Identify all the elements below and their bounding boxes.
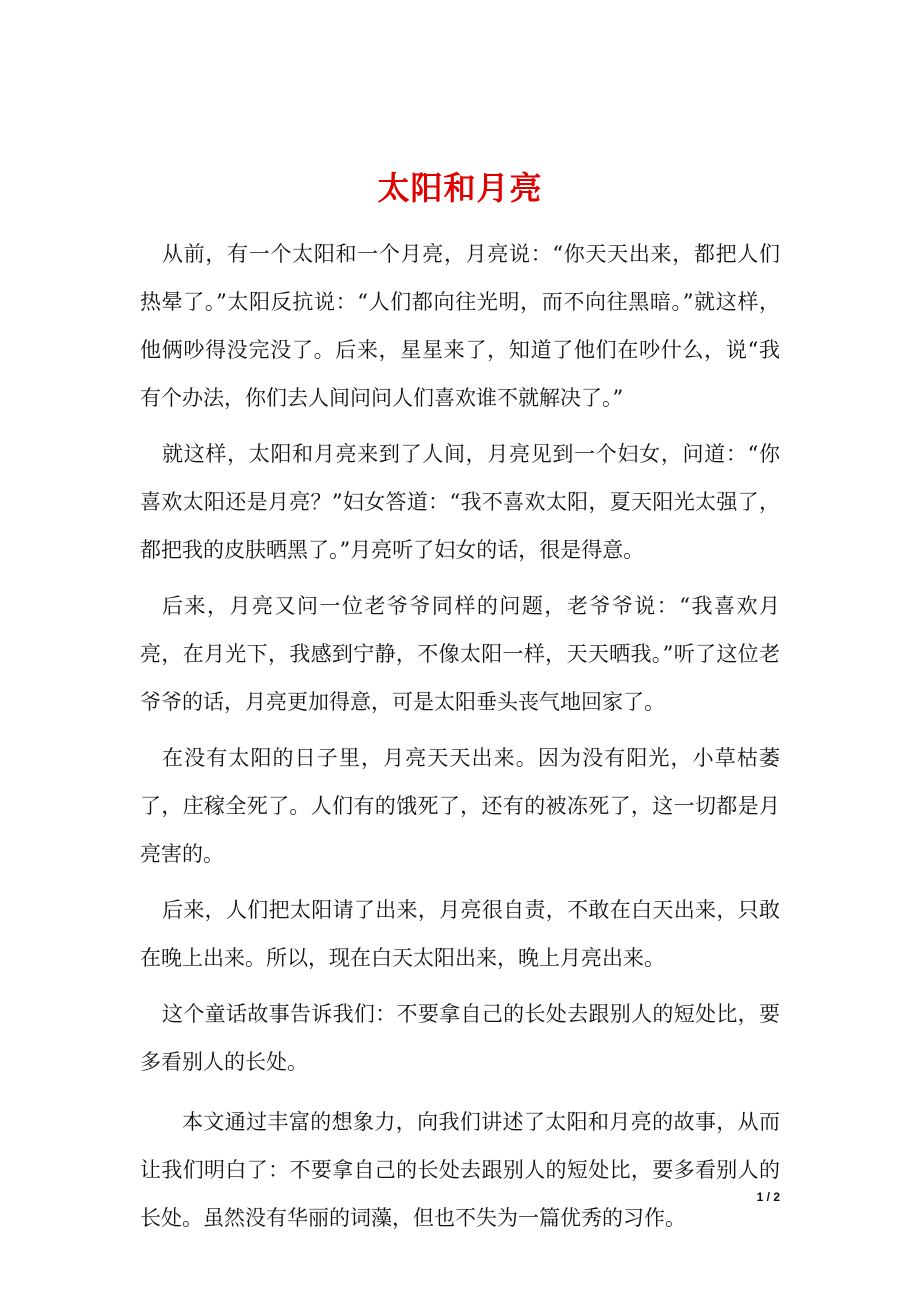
page-title: 太阳和月亮 bbox=[377, 169, 543, 208]
paragraph-1: 从前，有一个太阳和一个月亮，月亮说：“你天天出来，都把人们热晕了。”太阳反抗说：“人们都向往光明，而不向往黑暗。”就这样，他俩吵得没完没了。后来，星星来了，知道了他们在吵什么，说“我有个办法，你们去人间问问人们喜欢谁不就解决了。” bbox=[140, 242, 780, 410]
paragraph-2: 就这样，太阳和月亮来到了人间，月亮见到一个妇女，问道：“你喜欢太阳还是月亮？”妇女答道：“我不喜欢太阳，夏天阳光太强了，都把我的皮肤晒黑了。”月亮听了妇女的话，很是得意。 bbox=[140, 442, 780, 562]
paragraph-6: 这个童话故事告诉我们：不要拿自己的长处去跟别人的短处比，要多看别人的长处。 bbox=[140, 1002, 780, 1074]
commentary-paragraph: 本文通过丰富的想象力，向我们讲述了太阳和月亮的故事，从而让我们明白了：不要拿自己的长处去跟别人的短处比，要多看别人的长处。虽然没有华丽的词藻，但也不失为一篇优秀的习作。 bbox=[140, 1110, 780, 1230]
document-body bbox=[140, 230, 780, 1250]
page-number: 1 / 2 bbox=[756, 1190, 780, 1204]
paragraph-3: 后来，月亮又问一位老爷爷同样的问题，老爷爷说：“我喜欢月亮，在月光下，我感到宁静，不像太阳一样，天天晒我。”听了这位老爷爷的话，月亮更加得意，可是太阳垂头丧气地回家了。 bbox=[140, 594, 780, 714]
paragraph-4: 在没有太阳的日子里，月亮天天出来。因为没有阳光，小草枯萎了，庄稼全死了。人们有的饿死了，还有的被冻死了，这一切都是月亮害的。 bbox=[140, 746, 780, 866]
paragraph-5: 后来，人们把太阳请了出来，月亮很自责，不敢在白天出来，只敢在晚上出来。所以，现在白天太阳出来，晚上月亮出来。 bbox=[140, 898, 780, 970]
